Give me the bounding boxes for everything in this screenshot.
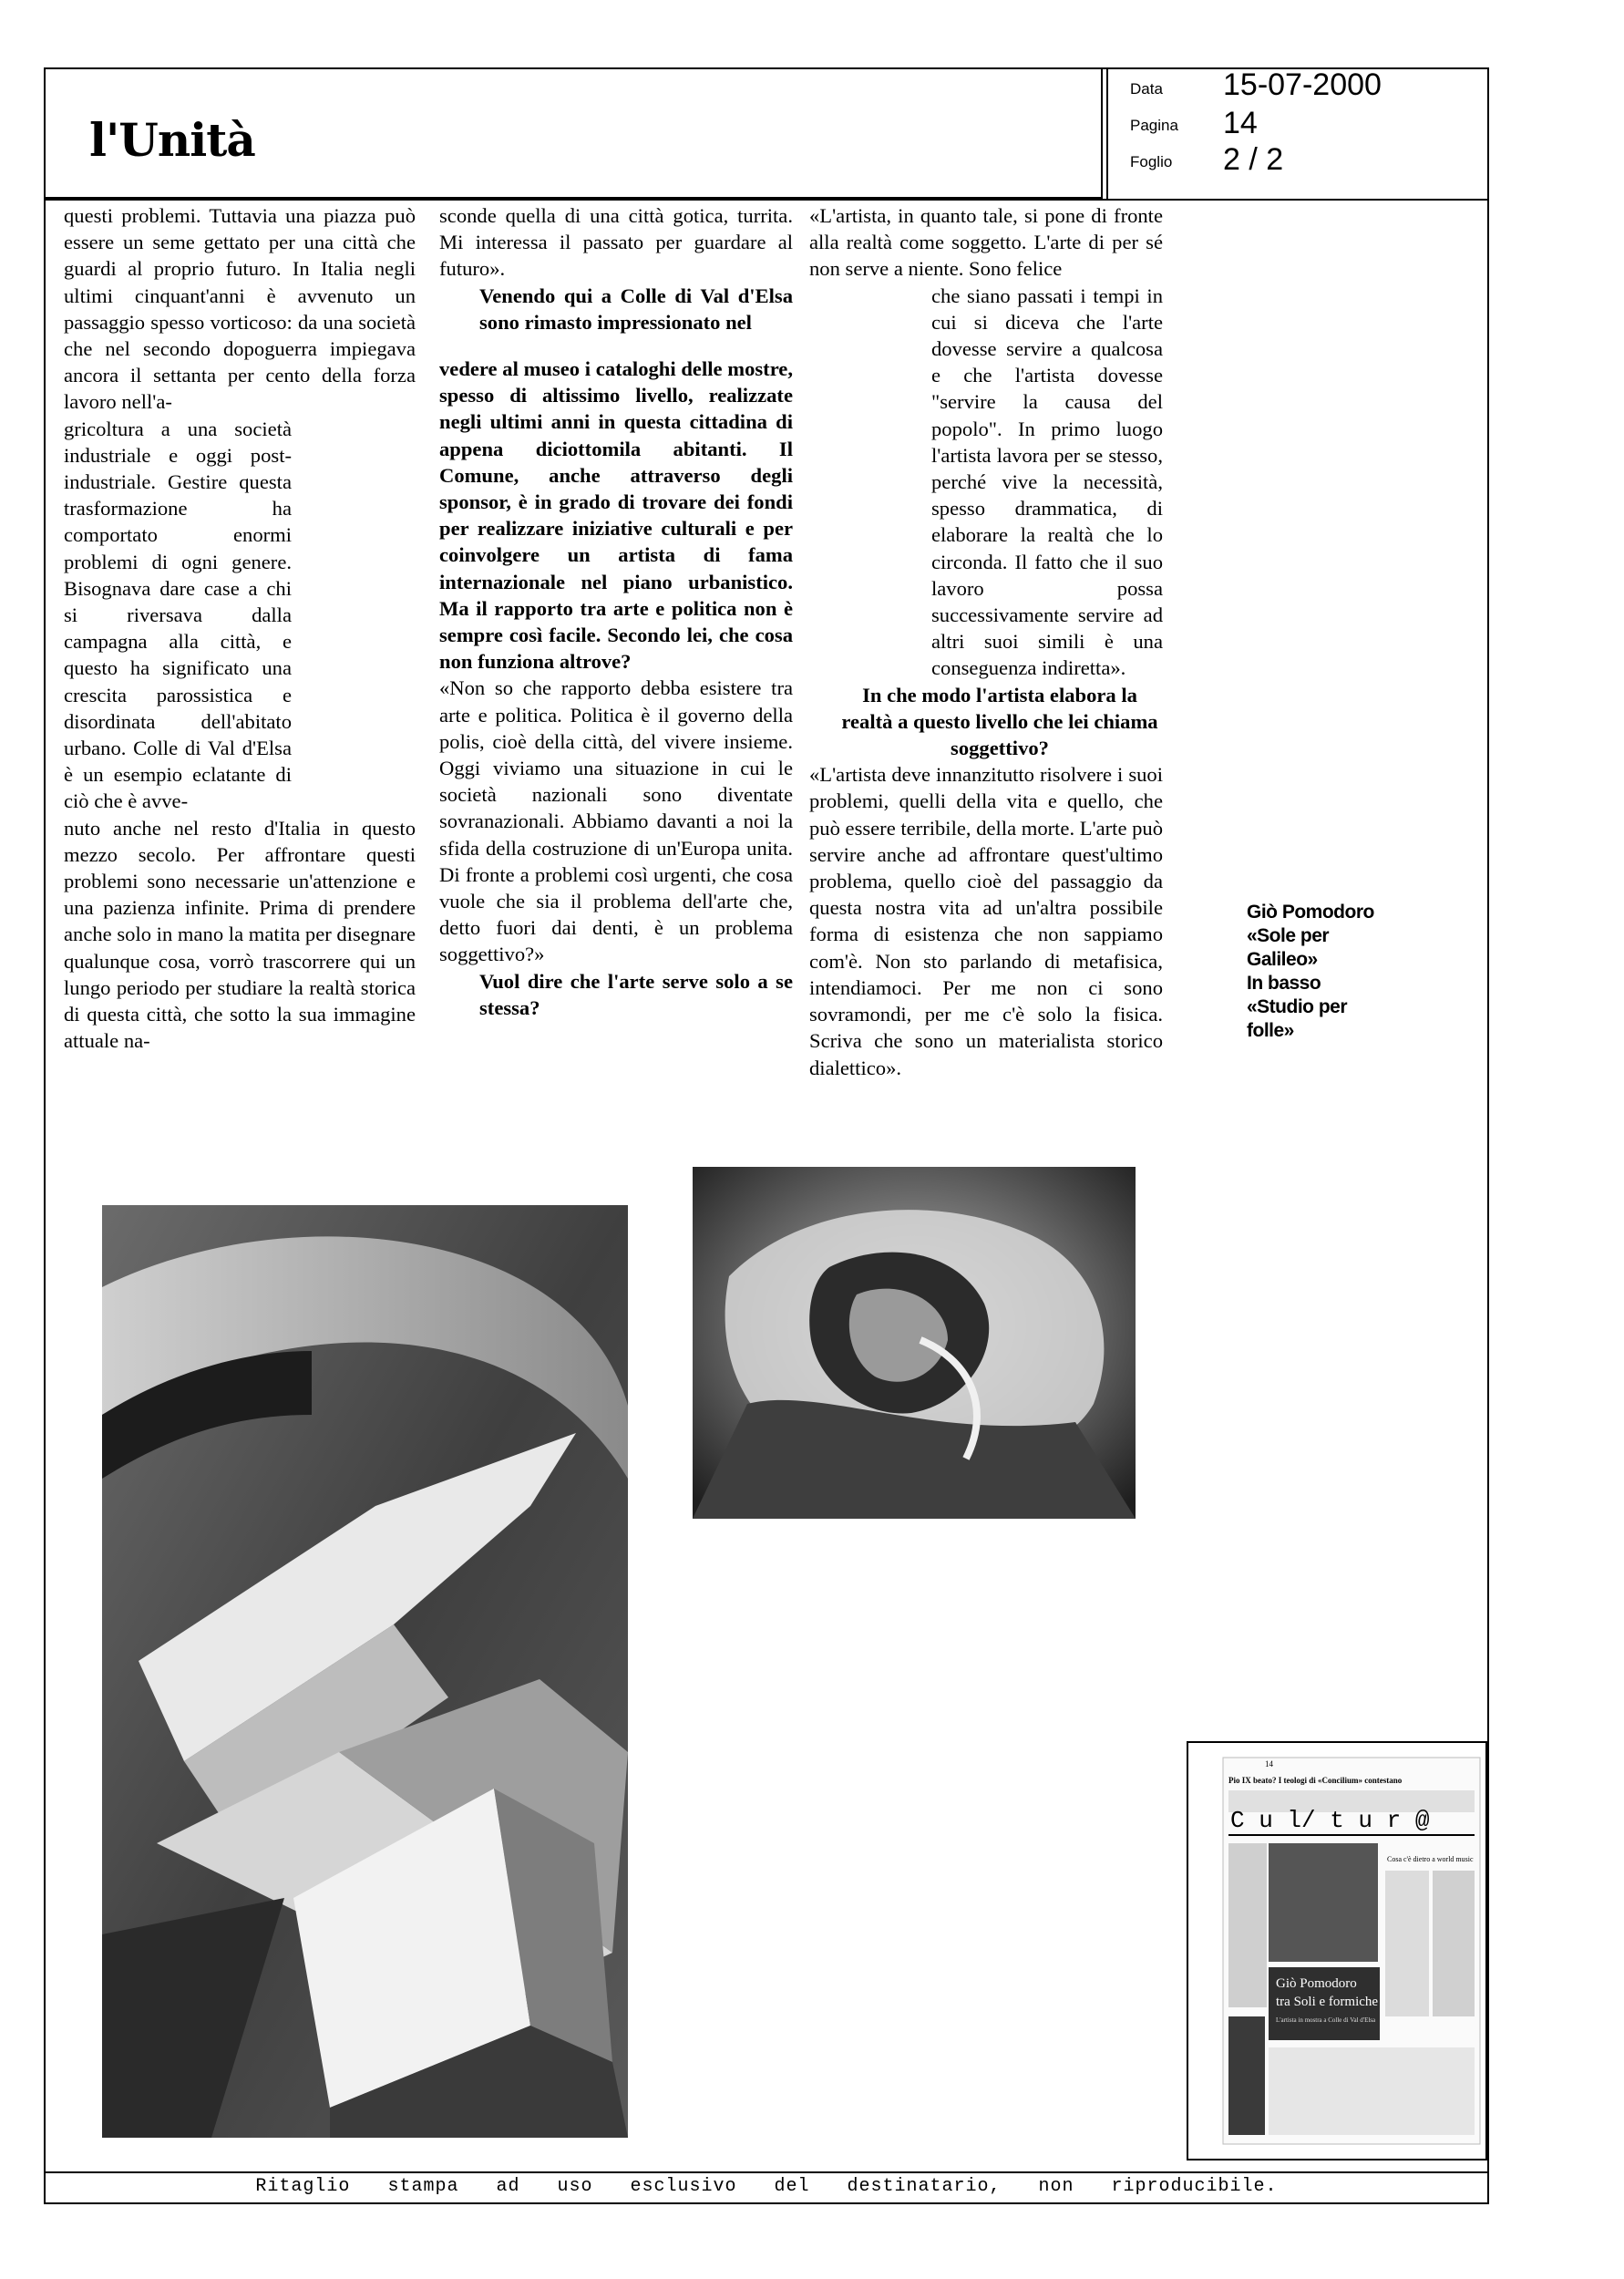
thumb-section-title: C u l/ t u r @ [1230,1807,1430,1834]
page-label: Pagina [1130,117,1178,134]
sculpture-photo-studio [102,1205,628,2138]
thumb-title-line-2: tra Soli e formiche [1276,1995,1379,2009]
page-value: 14 [1223,106,1258,140]
caption-line: In basso [1247,973,1321,994]
thumb-headline: Pio IX beato? I teologi di «Concilium» contestano [1228,1776,1403,1785]
photo-caption [1247,901,1411,1043]
interview-question: Venendo qui a Colle di Val d'Elsa sono rimasto impressionato nel [479,284,793,334]
footer-divider [44,2171,1489,2173]
page-thumbnail [1187,1741,1487,2160]
newspaper-logo: l'Unità [89,113,255,167]
sheet-label: Foglio [1130,153,1173,170]
paragraph: «L'artista, in quanto tale, si pone di fronte alla realtà come soggetto. L'arte di per sé non serve a niente. Sono felice [809,204,1163,281]
masthead-box [44,67,1103,199]
paragraph: gricoltura a una società industriale e oggi post-industriale. Gestire questa trasformazione ha comportato enormi problemi di ogni genere. Bisognava dare case a chi si riversava dalla campagna alla città, e questo ha significato una crescita parossistica e disordinata dell'abitato urbano. Colle di Val d'Elsa è un esempio eclatante di ciò che è avve- [64,417,292,813]
article-column-2 [439,202,793,1021]
sculpture-photo-studio-image [102,1205,628,2138]
thumb-page-number: 14 [1265,1759,1273,1769]
thumb-title-line-1: Giò Pomodoro [1276,1976,1357,1991]
interview-question: In che modo l'artista elabora la realtà a questo livello che lei chiama soggettivo? [841,683,1158,760]
sculpture-photo-sole-image [693,1167,1136,1519]
thumb-subtitle: L'artista in mostra a Colle di Val d'Elsa [1276,2016,1376,2024]
sculpture-photo-sole [693,1167,1136,1519]
date-value: 15-07-2000 [1223,67,1382,102]
paragraph: «L'artista deve innanzitutto risolvere i suoi problemi, quelli della vita e quello, che può essere terribile, della morte. L'arte può servire anche ad affrontare quest'ultimo problema, quello cioè del passaggio da questa nostra vita ad un'altra possibile forma di esistenza che non sappiamo com'è. Non sto parlando di metafisica, intendiamoci. Per me non ci sono sovramondi, per me c'è solo la fisica. Scriva che sono un materialista storico dialettico». [809,763,1164,1079]
paragraph: «Non so che rapporto debba esistere tra arte e politica. Politica è il governo della polis, cioè della città, del vivere insieme. Oggi viviamo una situazione in cui le società nazionali sono diventate sovranazionali. Abbiamo davanti a noi la sfida della costruzione di un'Europa unita. Di fronte a problemi così urgenti, che cosa vuole che sia il problema dell'arte che, detto fuori dai denti, è un problema soggettivo?» [439,676,793,966]
article-column-1 [64,202,416,1055]
header-divider [44,199,1489,201]
caption-line: folle» [1247,1020,1294,1041]
caption-line: «Studio per [1247,996,1348,1017]
caption-line: Galileo» [1247,949,1318,970]
page-thumbnail-image [1188,1743,1485,2159]
paragraph: nuto anche nel resto d'Italia in questo mezzo secolo. Per affrontare questi problemi sono necessarie un'attenzione e una pazienza infinite. Prima di prendere anche solo in mano la matita per disegnare qualunque cosa, vorrò trascorrere qui un lungo periodo per studiare la realtà storica di questa città, che sotto la sua immagine attuale na- [64,816,416,1053]
caption-line: «Sole per [1247,925,1330,946]
paragraph: che siano passati i tempi in cui si diceva che l'arte dovesse servire a qualcosa e che l'artista dovesse "servire la causa del popolo". In primo luogo l'artista lavora per se stesso, perché vive la necessità, spesso drammatica, di elaborare la realtà che lo circonda. Il fatto che il suo lavoro possa successivamente servire ad altri suoi simili è una conseguenza indiretta». [931,284,1163,680]
sheet-value: 2 / 2 [1223,142,1284,177]
interview-question: vedere al museo i cataloghi delle mostre, spesso di altissimo livello, realizzate negli ultimi anni in questa cittadina di appena diciottomila abitanti. Il Comune, anche attraverso degli sponsor, è in grado di trovare dei fondi per realizzare iniziative culturali e per coinvolgere un artista di fama internazionale nel piano urbanistico. Ma il rapporto tra arte e politica non è sempre così facile. Secondo lei, che cosa non funziona altrove? [439,357,793,674]
paragraph: sconde quella di una città gotica, turrita. Mi interessa il passato per guardare al futuro». [439,204,793,281]
thumb-box-title: Cosa c'è dietro a world music [1387,1855,1474,1863]
caption-line: Giò Pomodoro [1247,902,1374,923]
interview-question: Vuol dire che l'arte serve solo a se stessa? [479,969,793,1019]
clipping-meta [1106,67,1489,199]
paragraph: questi problemi. Tuttavia una piazza può essere un seme gettato per una città che guardi al proprio futuro. In Italia negli ultimi cinquant'anni è avvenuto un passaggio spesso vorticoso: da una società che nel secondo dopoguerra impiegava ancora il settanta per cento della forza lavoro nell'a- [64,204,416,414]
date-label: Data [1130,80,1163,98]
article-column-3 [809,202,1163,1081]
footer-notice: Ritaglio stampa ad uso esclusivo del destinatario, non riproducibile. [255,2176,1278,2197]
